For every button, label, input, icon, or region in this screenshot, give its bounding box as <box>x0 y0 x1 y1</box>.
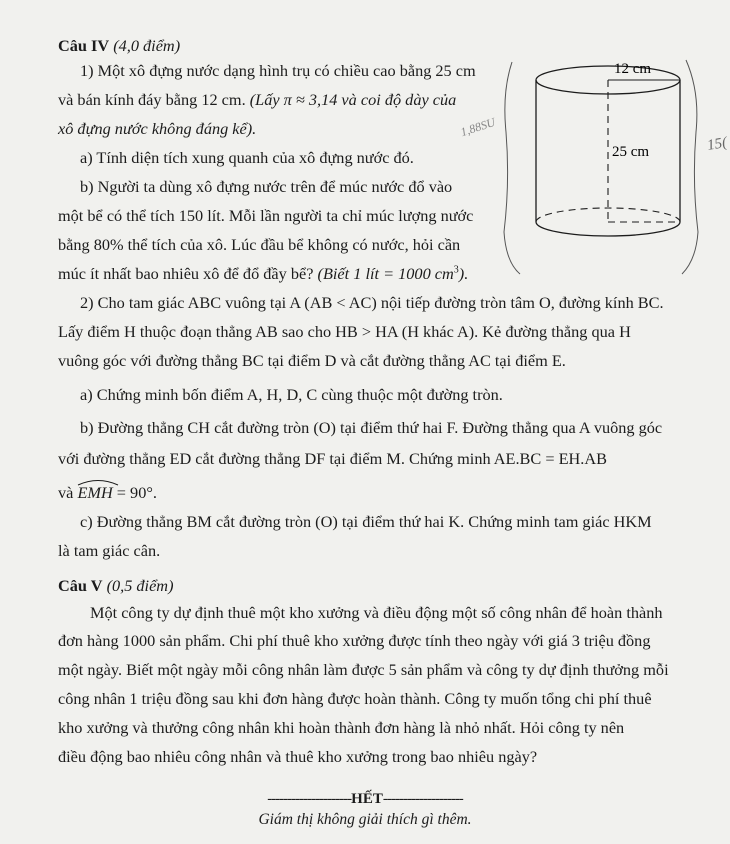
p2b-line-3-a: và <box>58 483 74 502</box>
question-v-heading <box>58 576 174 596</box>
hand-brace-left <box>504 62 520 274</box>
p2-line-1: 2) Cho tam giác ABC vuông tại A (AB < AC) nội tiếp đường tròn tâm O, đường kính BC. <box>80 293 664 312</box>
question-v-title: Câu V <box>58 576 103 595</box>
p2-line-3: vuông góc với đường thẳng BC tại điểm D và cắt đường thẳng AC tại điểm E. <box>58 351 566 370</box>
p2b-line-2: với đường thẳng ED cắt đường thẳng DF tại điểm M. Chứng minh AE.BC = EH.AB <box>58 449 607 468</box>
p2c-line-1: c) Đường thẳng BM cắt đường tròn (O) tại điểm thứ hai K. Chứng minh tam giác HKM <box>80 512 652 531</box>
p1b-line-4-b: (Biết 1 lít = 1000 cm <box>317 264 454 283</box>
p2b-line-3-b: = 90°. <box>116 483 157 502</box>
p1a-line: a) Tính diện tích xung quanh của xô đựng nước đó. <box>80 148 414 167</box>
p1b-line-3: bằng 80% thể tích của xô. Lúc đầu bể không có nước, hỏi cần <box>58 235 461 254</box>
end-word: HẾT <box>351 791 383 807</box>
cylinder-bottom-front <box>536 222 680 236</box>
footer-note: Giám thị không giải thích gì thêm. <box>258 811 472 828</box>
end-marker <box>0 789 730 809</box>
p1-line-2-b: (Lấy π ≈ 3,14 và coi độ dày của <box>249 90 457 109</box>
cylinder-figure <box>500 52 730 282</box>
hand-note-mid: 1,88SU <box>458 114 497 140</box>
p2a-line: a) Chứng minh bốn điểm A, H, D, C cùng thuộc một đường tròn. <box>80 385 503 404</box>
q5-line-6: điều động bao nhiêu công nhân và thuê kho xưởng trong bao nhiêu ngày? <box>58 747 538 766</box>
question-iv-heading <box>58 36 180 56</box>
question-v-points: (0,5 điểm) <box>106 576 174 595</box>
angle-emh <box>77 483 112 503</box>
p1b-line-2: một bể có thể tích 150 lít. Mỗi lần người ta chỉ múc lượng nước <box>58 206 474 225</box>
p1-line-1: 1) Một xô đựng nước dạng hình trụ có chiều cao bằng 25 cm <box>80 61 476 80</box>
angle-arc-icon <box>77 478 119 486</box>
p1-line-2 <box>58 90 456 110</box>
height-label: 25 cm <box>612 144 650 160</box>
question-iv-title: Câu IV <box>58 36 110 55</box>
p2c-line-2: là tam giác cân. <box>58 541 161 560</box>
q5-line-4: công nhân 1 triệu đồng sau khi đơn hàng được hoàn thành. Công ty muốn tổng chi phí thuê <box>58 689 652 708</box>
p2b-line-1: b) Đường thẳng CH cắt đường tròn (O) tại điểm thứ hai F. Đường thẳng qua A vuông góc <box>80 418 663 437</box>
hand-note-right: 15( <box>705 134 729 154</box>
p1b-line-4-a: múc ít nhất bao nhiêu xô để đổ đầy bể? <box>58 264 314 283</box>
p1b-line-1: b) Người ta dùng xô đựng nước trên để múc nước đổ vào <box>80 177 453 196</box>
end-dashes-right: -------------------- <box>382 791 463 807</box>
p1-line-2-a: và bán kính đáy bằng 12 cm. <box>58 90 246 109</box>
angle-emh-label: EMH <box>77 483 113 502</box>
p2-line-2: Lấy điểm H thuộc đoạn thẳng AB sao cho HB > HA (H khác A). Kẻ đường thẳng qua H <box>58 322 631 341</box>
hand-brace-right <box>682 60 698 274</box>
p2b-line-3 <box>58 483 157 503</box>
q5-line-5: kho xưởng và thưởng công nhân khi hoàn thành đơn hàng là nhỏ nhất. Hỏi công ty nên <box>58 718 625 737</box>
q5-line-1: Một công ty dự định thuê một kho xưởng và điều động một số công nhân để hoàn thành <box>90 603 663 622</box>
p1b-line-4-sup: 3 <box>453 264 459 276</box>
p1b-line-4-c: ). <box>458 264 469 283</box>
q5-line-3: một ngày. Biết một ngày mỗi công nhân làm được 5 sản phẩm và công ty dự định thưởng mỗi <box>58 660 669 679</box>
question-iv-points: (4,0 điểm) <box>113 36 181 55</box>
q5-line-2: đơn hàng 1000 sản phẩm. Chi phí thuê kho xưởng được tính theo ngày với giá 3 triệu đồng <box>58 631 651 650</box>
p1-line-3: xô đựng nước không đáng kể). <box>58 119 257 138</box>
radius-label: 12 cm <box>614 61 652 77</box>
p1b-line-4 <box>58 264 468 284</box>
end-dashes-left: --------------------- <box>267 791 352 807</box>
